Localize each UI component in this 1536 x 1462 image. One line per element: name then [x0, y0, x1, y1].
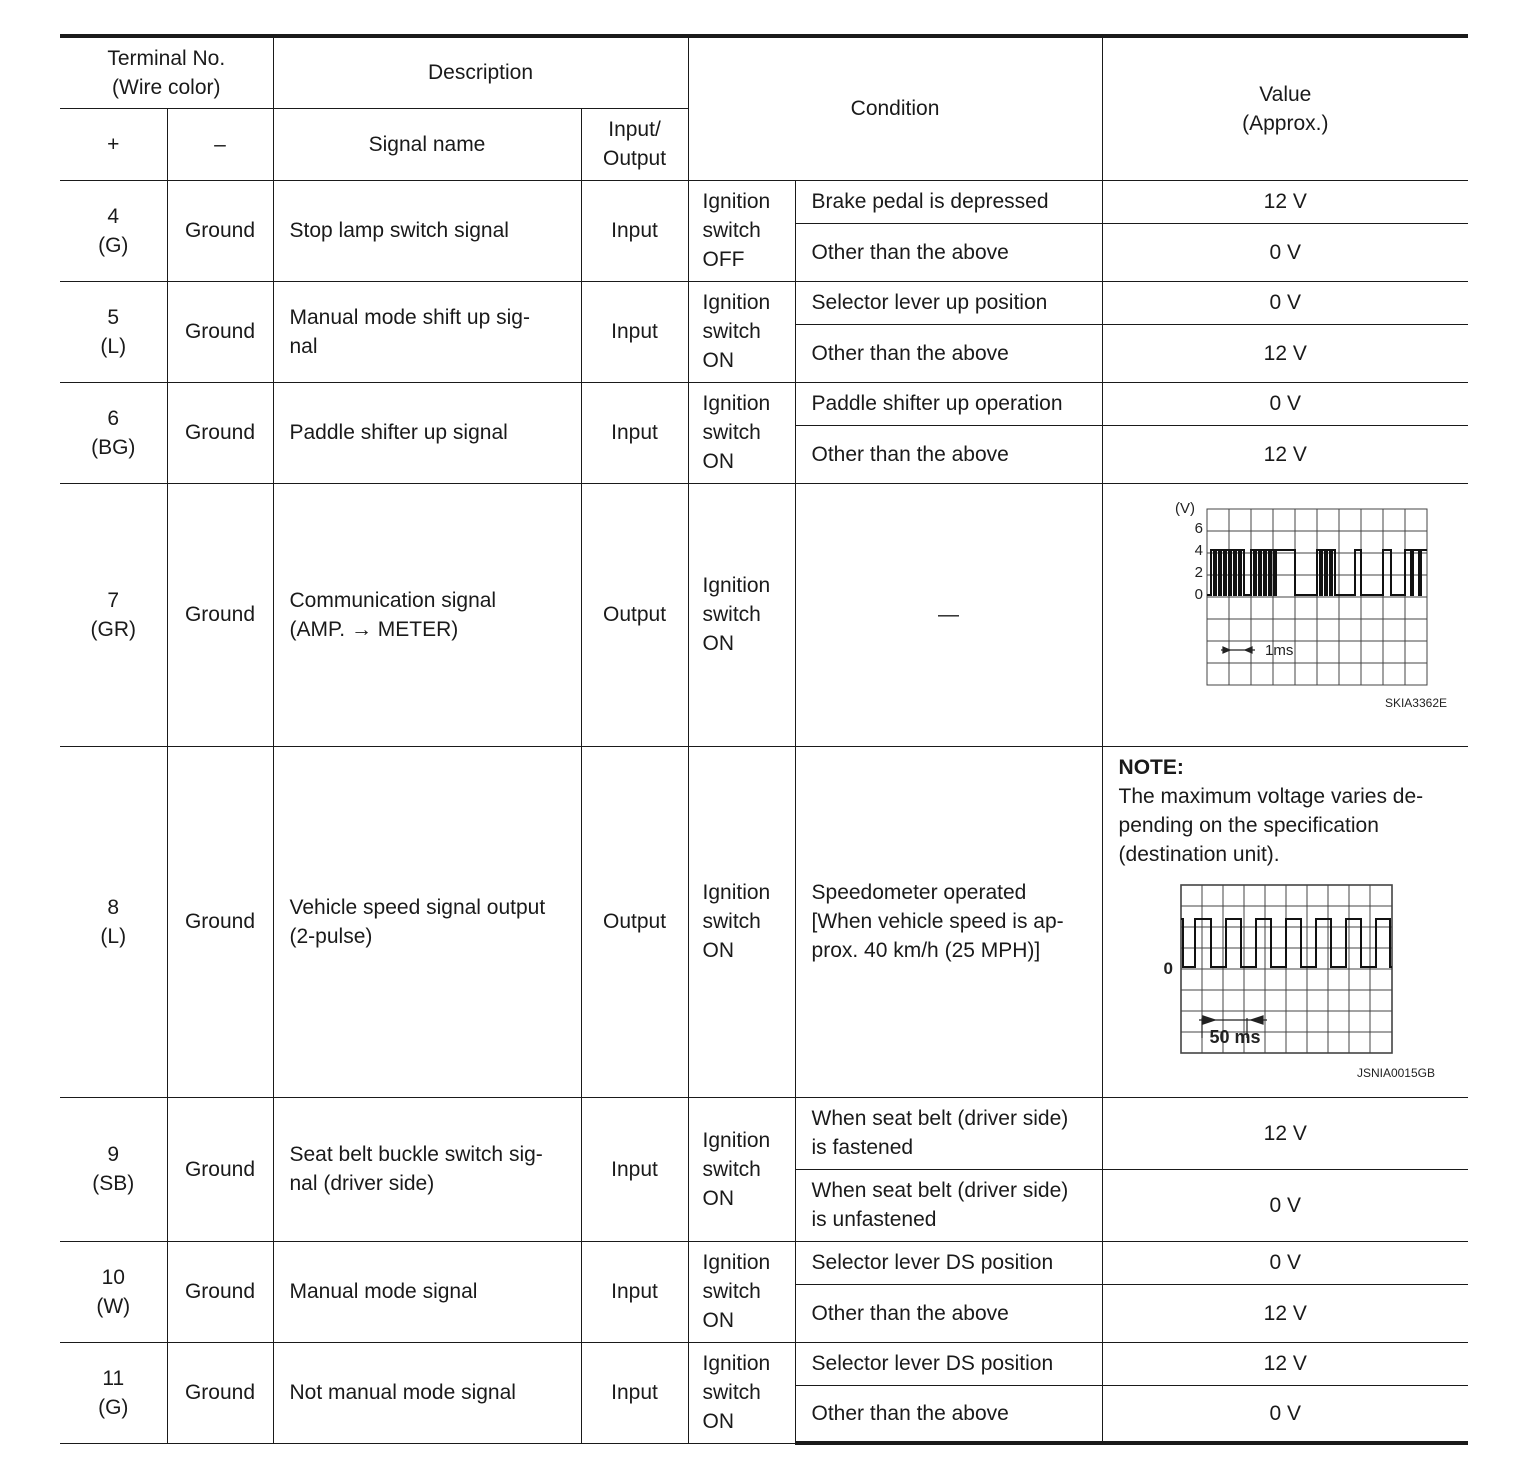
- time-scale-marker: [1221, 647, 1255, 653]
- ignition-cell: Ignition switch ON: [688, 382, 795, 483]
- figure-id: JSNIA0015GB: [1356, 1065, 1435, 1080]
- condition-cell: When seat belt (driver side) is fastened: [795, 1097, 1102, 1169]
- io-cell: Input: [581, 1241, 688, 1342]
- waveform-grid: [1207, 509, 1427, 685]
- value-cell: 0 V: [1102, 1169, 1468, 1241]
- condition-cell: Selector lever DS position: [795, 1342, 1102, 1385]
- io-cell: Output: [581, 746, 688, 1097]
- ignition-cell: Ignition switch OFF: [688, 180, 795, 281]
- value-cell: 12 V: [1102, 1097, 1468, 1169]
- value-cell: 12 V: [1102, 1342, 1468, 1385]
- ignition-cell: Ignition switch ON: [688, 1342, 795, 1443]
- table-row: [60, 1241, 1468, 1284]
- condition-cell: Other than the above: [795, 223, 1102, 281]
- signal-name-cell: Manual mode signal: [273, 1241, 581, 1342]
- value-cell: 12 V: [1102, 324, 1468, 382]
- value-cell: 0 V: [1102, 382, 1468, 425]
- terminal-cell: 5 (L): [60, 281, 167, 382]
- figure-id: SKIA3362E: [1385, 696, 1448, 710]
- signal-name-cell: Communication signal (AMP. → METER): [273, 483, 581, 746]
- signal-name-cell: Manual mode shift up sig- nal: [273, 281, 581, 382]
- header-signal-name: Signal name: [273, 108, 581, 180]
- terminal-cell: 4 (G): [60, 180, 167, 281]
- signal-name-cell: Vehicle speed signal output (2-pulse): [273, 746, 581, 1097]
- condition-cell: Selector lever up position: [795, 281, 1102, 324]
- zero-label: 0: [1163, 958, 1173, 978]
- value-cell: [1102, 746, 1468, 1097]
- ignition-cell: Ignition switch ON: [688, 1241, 795, 1342]
- condition-cell: Selector lever DS position: [795, 1241, 1102, 1284]
- header-terminal-no: Terminal No. (Wire color): [60, 36, 273, 108]
- time-scale-label: 50 ms: [1209, 1026, 1261, 1047]
- waveform-trace: [1207, 550, 1427, 595]
- note-text: The maximum voltage varies de- pending on the specification (destination unit).: [1118, 784, 1424, 866]
- header-minus: –: [167, 108, 273, 180]
- ignition-cell: Ignition switch ON: [688, 483, 795, 746]
- table-row: [60, 382, 1468, 425]
- ground-cell: Ground: [167, 483, 273, 746]
- condition-cell: Brake pedal is depressed: [795, 180, 1102, 223]
- io-cell: Input: [581, 1097, 688, 1241]
- table-row: [60, 281, 1468, 324]
- vehicle-speed-waveform-figure: [1119, 883, 1449, 1095]
- condition-cell: Other than the above: [795, 425, 1102, 483]
- value-cell: [1102, 483, 1468, 746]
- condition-cell: Other than the above: [795, 1284, 1102, 1342]
- signal-name-cell: Not manual mode signal: [273, 1342, 581, 1443]
- ground-cell: Ground: [167, 281, 273, 382]
- header-description: Description: [273, 36, 688, 108]
- time-scale-label: 1ms: [1265, 642, 1294, 659]
- ignition-cell: Ignition switch ON: [688, 281, 795, 382]
- table-row: [60, 746, 1468, 1097]
- terminal-cell: 11 (G): [60, 1342, 167, 1443]
- value-cell: 12 V: [1102, 1284, 1468, 1342]
- io-cell: Input: [581, 180, 688, 281]
- terminal-cell: 6 (BG): [60, 382, 167, 483]
- terminal-spec-table: [60, 34, 1468, 1445]
- y-tick-label: 4: [1194, 542, 1204, 559]
- condition-cell: Other than the above: [795, 1385, 1102, 1443]
- ground-cell: Ground: [167, 1097, 273, 1241]
- unit-label: (V): [1175, 500, 1196, 517]
- terminal-cell: 7 (GR): [60, 483, 167, 746]
- condition-cell: —: [795, 483, 1102, 746]
- condition-cell: Paddle shifter up operation: [795, 382, 1102, 425]
- value-cell: 12 V: [1102, 425, 1468, 483]
- value-cell: 12 V: [1102, 180, 1468, 223]
- ground-cell: Ground: [167, 1342, 273, 1443]
- value-cell: 0 V: [1102, 281, 1468, 324]
- signal-name-cell: Stop lamp switch signal: [273, 180, 581, 281]
- ground-cell: Ground: [167, 746, 273, 1097]
- value-cell: 0 V: [1102, 1385, 1468, 1443]
- ground-cell: Ground: [167, 180, 273, 281]
- header-input-output: Input/ Output: [581, 108, 688, 180]
- y-tick-label: 6: [1194, 520, 1204, 537]
- table-row: [60, 1342, 1468, 1385]
- terminal-cell: 10 (W): [60, 1241, 167, 1342]
- io-cell: Input: [581, 281, 688, 382]
- ground-cell: Ground: [167, 382, 273, 483]
- value-cell: 0 V: [1102, 223, 1468, 281]
- ignition-cell: Ignition switch ON: [688, 1097, 795, 1241]
- y-tick-label: 0: [1194, 586, 1204, 603]
- io-cell: Input: [581, 382, 688, 483]
- note-title: NOTE:: [1118, 755, 1184, 779]
- io-cell: Output: [581, 483, 688, 746]
- io-cell: Input: [581, 1342, 688, 1443]
- table-row: [60, 483, 1468, 746]
- ignition-cell: Ignition switch ON: [688, 746, 795, 1097]
- condition-cell: Other than the above: [795, 324, 1102, 382]
- y-tick-label: 2: [1194, 564, 1204, 581]
- condition-cell: Speedometer operated [When vehicle speed is ap- prox. 40 km/h (25 MPH)]: [795, 746, 1102, 1097]
- terminal-cell: 9 (SB): [60, 1097, 167, 1241]
- communication-waveform-figure: [1135, 500, 1448, 719]
- header-condition: Condition: [688, 36, 1102, 180]
- ground-cell: Ground: [167, 1241, 273, 1342]
- header-value: Value (Approx.): [1102, 36, 1468, 180]
- signal-name-cell: Paddle shifter up signal: [273, 382, 581, 483]
- value-cell: 0 V: [1102, 1241, 1468, 1284]
- condition-cell: When seat belt (driver side) is unfastened: [795, 1169, 1102, 1241]
- terminal-cell: 8 (L): [60, 746, 167, 1097]
- table-row: [60, 1097, 1468, 1169]
- signal-name-cell: Seat belt buckle switch sig- nal (driver side): [273, 1097, 581, 1241]
- header-plus: +: [60, 108, 167, 180]
- waveform-trace: [1181, 919, 1392, 967]
- table-row: [60, 180, 1468, 223]
